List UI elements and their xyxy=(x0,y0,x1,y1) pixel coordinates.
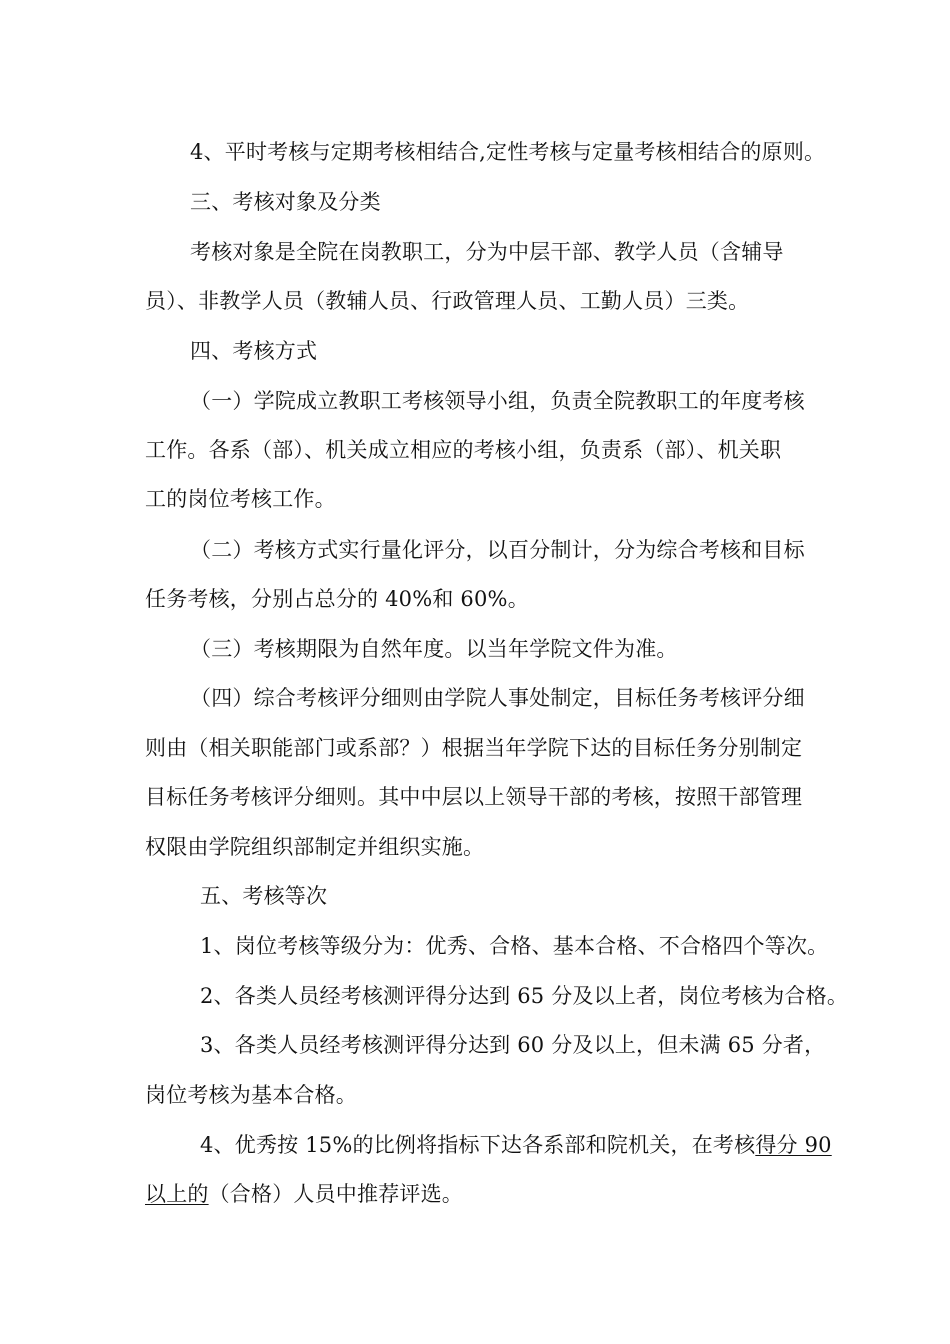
underlined-text: 以上的 xyxy=(145,1182,209,1206)
paragraph-line: 任务考核，分别占总分的 40%和 60%。 xyxy=(145,587,529,611)
grade-item-4-text: （合格）人员中推荐评选。 xyxy=(208,1182,464,1206)
grade-item-2: 2、各类人员经考核测评得分达到 65 分及以上者，岗位考核为合格。 xyxy=(200,984,849,1008)
grade-item-4-line-1 xyxy=(200,1130,832,1160)
section-heading-4: 四、考核方式 xyxy=(190,339,318,363)
paragraph-line: 岗位考核为基本合格。 xyxy=(145,1083,357,1107)
section-heading-5: 五、考核等次 xyxy=(200,884,328,908)
grade-item-3: 3、各类人员经考核测评得分达到 60 分及以上，但未满 65 分者， xyxy=(200,1033,826,1057)
underlined-text: 得分 90 xyxy=(755,1133,832,1157)
paragraph-line: 权限由学院组织部制定并组织实施。 xyxy=(145,835,485,859)
paragraph-line: （四）综合考核评分细则由学院人事处制定，目标任务考核评分细 xyxy=(190,686,805,710)
paragraph-line: （一）学院成立教职工考核领导小组，负责全院教职工的年度考核 xyxy=(190,389,805,413)
paragraph-line: （二）考核方式实行量化评分，以百分制计，分为综合考核和目标 xyxy=(190,538,805,562)
paragraph-line: 工作。各系（部）、机关成立相应的考核小组，负责系（部）、机关职 xyxy=(145,438,782,462)
section-heading-3: 三、考核对象及分类 xyxy=(190,190,381,214)
paragraph-line: 工的岗位考核工作。 xyxy=(145,487,336,511)
paragraph-line: （三）考核期限为自然年度。以当年学院文件为准。 xyxy=(190,637,678,661)
grade-item-1: 1、岗位考核等级分为：优秀、合格、基本合格、不合格四个等次。 xyxy=(200,934,829,958)
principle-item-4: 4、平时考核与定期考核相结合,定性考核与定量考核相结合的原则。 xyxy=(190,140,826,164)
grade-item-4-line-2 xyxy=(145,1179,463,1209)
paragraph-line: 员）、非教学人员（教辅人员、行政管理人员、工勤人员）三类。 xyxy=(145,289,750,313)
paragraph-line: 则由（相关职能部门或系部？）根据当年学院下达的目标任务分别制定 xyxy=(145,736,803,760)
paragraph-line: 目标任务考核评分细则。其中中层以上领导干部的考核，按照干部管理 xyxy=(145,785,803,809)
grade-item-4-text: 4、优秀按 15%的比例将指标下达各系部和院机关，在考核 xyxy=(200,1133,756,1157)
paragraph-line: 考核对象是全院在岗教职工，分为中层干部、教学人员（含辅导 xyxy=(190,240,784,264)
